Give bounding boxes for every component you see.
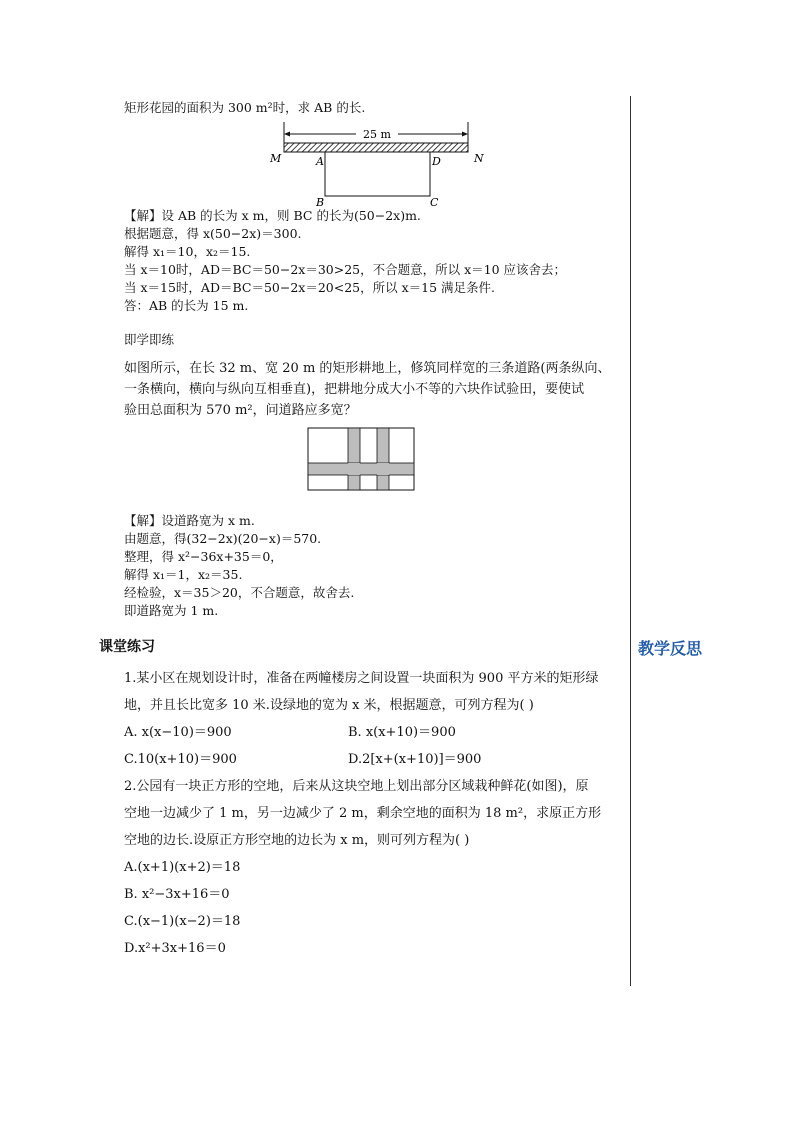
- practice-problem-line: 一条横向，横向与纵向互相垂直)，把耕地分成大小不等的六块作试验田，要使试: [124, 382, 585, 397]
- q2-option-d: D.x²+3x+16＝0: [124, 941, 226, 956]
- practice-solution-line: 由题意，得(32−2x)(20−x)＝570.: [124, 531, 322, 546]
- practice-solution-line: 【解】设道路宽为 x m.: [124, 513, 255, 528]
- point-a: A: [316, 155, 324, 168]
- q1-stem-line: 1.某小区在规划设计时，准备在两幢楼房之间设置一块面积为 900 平方米的矩形绿: [124, 671, 599, 686]
- example-solution-line: 根据题意，得 x(50−2x)＝300.: [124, 226, 302, 241]
- q2-stem-line: 空地一边减少了 1 m，另一边减少了 2 m，剩余空地的面积为 18 m²，求原正方形: [124, 806, 602, 821]
- q2-stem-line: 空地的边长.设原正方形空地的边长为 x m，则可列方程为( ): [124, 833, 470, 848]
- practice-problem-line: 如图所示，在长 32 m、宽 20 m 的矩形耕地上，修筑同样宽的三条道路(两条纵向、: [124, 361, 611, 376]
- road-vertical-right: [377, 428, 389, 490]
- q1-stem-line: 地，并且长比宽多 10 米.设绿地的宽为 x 米，根据题意，可列方程为( ): [124, 698, 534, 713]
- garden-figure: [262, 118, 492, 210]
- q1-option-a: A. x(x−10)＝900: [124, 725, 232, 740]
- point-n: N: [474, 152, 484, 165]
- example-solution-line: 【解】设 AB 的长为 x m，则 BC 的长为(50−2x)m.: [124, 208, 421, 223]
- road-vertical-left: [348, 428, 360, 490]
- q2-option-a: A.(x+1)(x+2)＝18: [124, 860, 241, 875]
- point-b: B: [316, 196, 325, 209]
- q2-option-c: C.(x−1)(x−2)＝18: [124, 914, 241, 929]
- point-m: M: [270, 152, 282, 165]
- practice-solution-line: 整理，得 x²−36x+35＝0，: [124, 549, 283, 564]
- example-solution-line: 当 x＝10时，AD＝BC＝50−2x＝30>25，不合题意，所以 x＝10 应该舍去；: [124, 262, 567, 277]
- practice-solution-line: 解得 x₁＝1，x₂＝35.: [124, 567, 243, 582]
- q2-option-b: B. x²−3x+16＝0: [124, 887, 230, 902]
- column-divider: [630, 96, 631, 986]
- road-horizontal: [308, 463, 414, 475]
- wall-hatch: [284, 143, 468, 152]
- width-label: 25 m: [363, 128, 391, 141]
- reflection-title: 教学反思: [638, 639, 703, 658]
- practice-problem-line: 验田总面积为 570 m²，问道路应多宽？: [124, 403, 357, 418]
- q2-stem-line: 2.公园有一块正方形的空地，后来从这块空地上划出部分区域栽种鲜花(如图)，原: [124, 779, 589, 794]
- point-d: D: [432, 155, 441, 168]
- q1-option-b: B. x(x+10)＝900: [348, 725, 456, 740]
- q1-option-d: D.2[x+(x+10)]＝900: [348, 752, 482, 767]
- example-solution-line: 解得 x₁＝10，x₂＝15.: [124, 244, 251, 259]
- section-title: 课堂练习: [99, 639, 155, 655]
- garden-rect: [325, 152, 430, 196]
- example-solution-line: 当 x＝15时，AD＝BC＝50−2x＝20<25，所以 x＝15 满足条件.: [124, 280, 496, 295]
- practice-solution-line: 经检验，x＝35＞20，不合题意，故舍去.: [124, 585, 355, 600]
- farmland-figure: [307, 427, 417, 493]
- q1-option-c: C.10(x+10)＝900: [124, 752, 237, 767]
- practice-title: 即学即练: [124, 332, 175, 347]
- practice-solution-line: 即道路宽为 1 m.: [124, 603, 219, 618]
- point-c: C: [430, 196, 439, 209]
- example-intro: 矩形花园的面积为 300 m²时，求 AB 的长.: [124, 100, 366, 115]
- example-solution-line: 答：AB 的长为 15 m.: [124, 298, 249, 313]
